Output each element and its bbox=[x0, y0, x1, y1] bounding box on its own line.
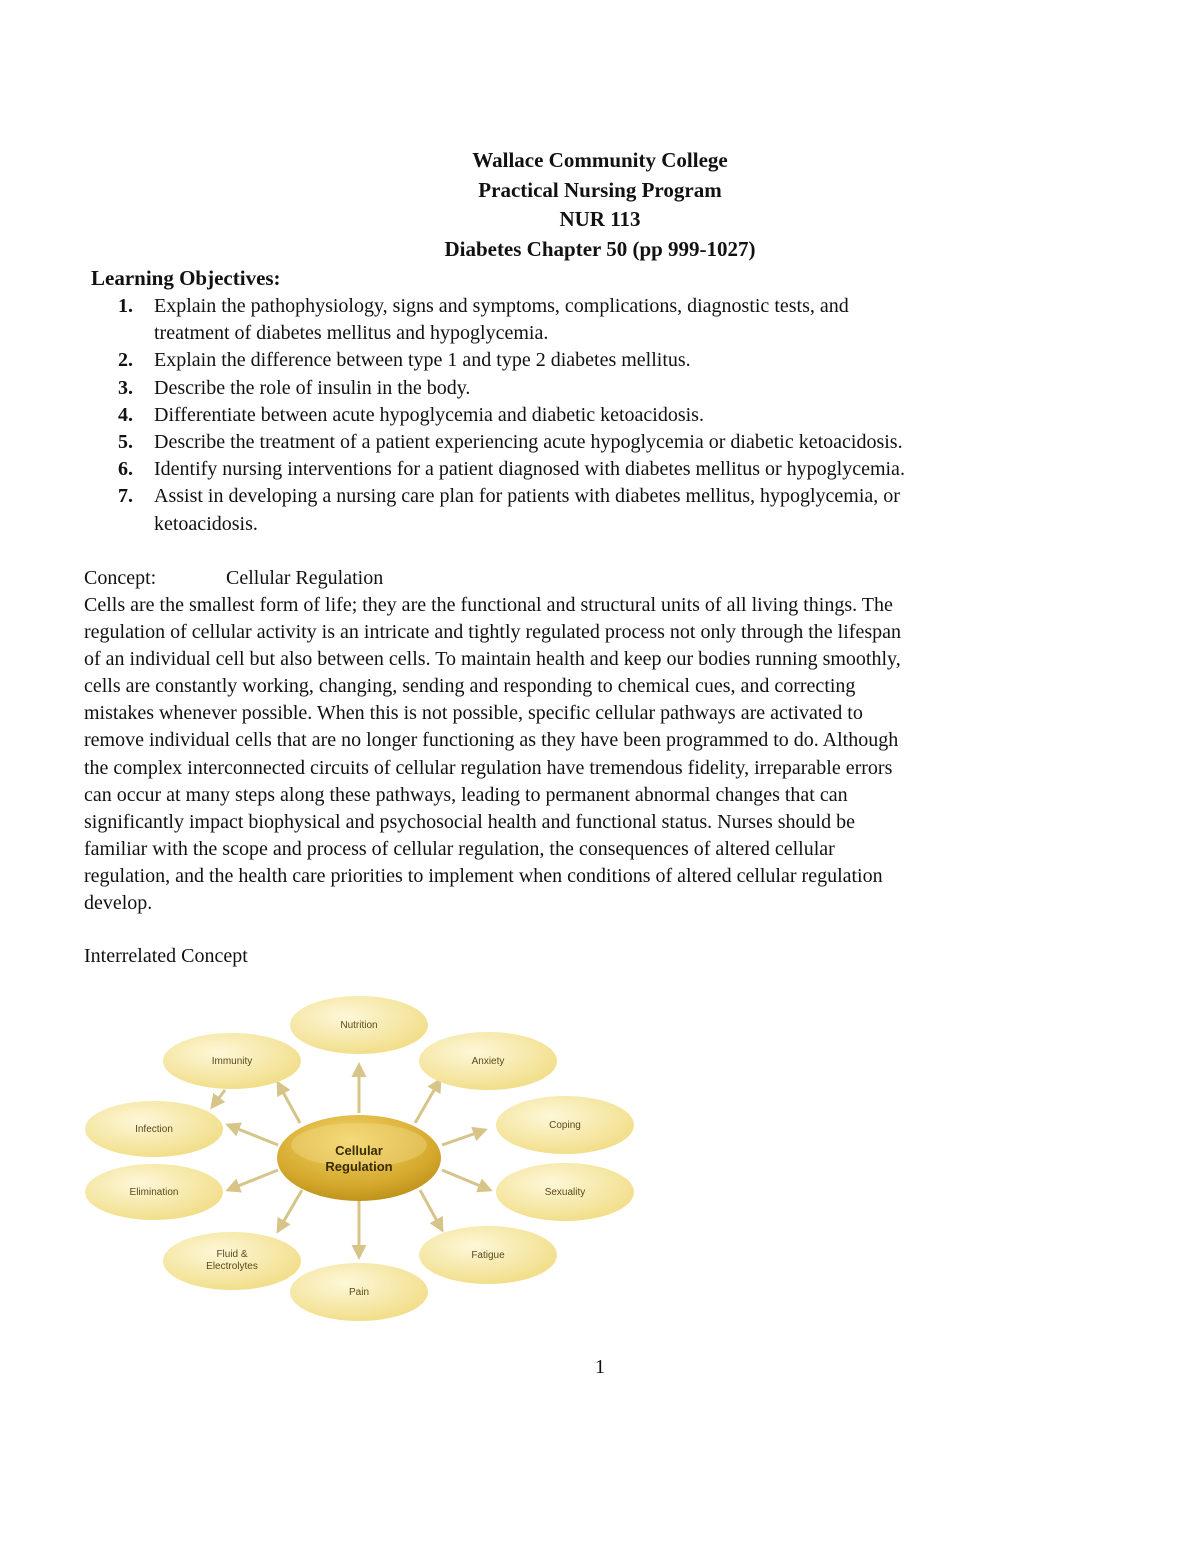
arrow-coping bbox=[442, 1130, 485, 1145]
objective-text-line: Explain the pathophysiology, signs and symptoms, complications, diagnostic tests, and bbox=[154, 295, 849, 317]
arrow-sexuality bbox=[442, 1170, 490, 1190]
node-anxiety bbox=[419, 1032, 557, 1090]
paragraph-line: can occur at many steps along these pathways, leading to permanent abnormal changes that can bbox=[84, 783, 848, 806]
objective-text-line: Assist in developing a nursing care plan for patients with diabetes mellitus, hypoglycemia, or bbox=[154, 485, 900, 508]
node-label: Fatigue bbox=[471, 1250, 505, 1261]
objective-number: 6. bbox=[118, 458, 133, 481]
page-number: 1 bbox=[595, 1356, 605, 1378]
node-label: Anxiety bbox=[471, 1056, 505, 1067]
node-cellular-regulation-center bbox=[277, 1115, 441, 1201]
node-sexuality bbox=[496, 1163, 634, 1221]
objective-item bbox=[84, 347, 1064, 374]
paragraph-line: significantly impact biophysical and psychosocial health and functional status. Nurses should be bbox=[84, 810, 855, 833]
node-label: Infection bbox=[135, 1124, 173, 1135]
arrow-elimination bbox=[228, 1170, 278, 1190]
objective-item bbox=[84, 456, 1064, 483]
paragraph-line: Cells are the smallest form of life; they are the functional and structural units of all living things. The bbox=[84, 594, 893, 616]
arrow-immunity-small bbox=[212, 1090, 225, 1107]
objective-item bbox=[84, 483, 1064, 537]
node-label: Pain bbox=[348, 1287, 370, 1298]
document-header bbox=[0, 146, 1200, 264]
program-name: Practical Nursing Program bbox=[478, 177, 722, 202]
node-label: Nutrition bbox=[340, 1020, 378, 1031]
node-label-line2: Electrolytes bbox=[206, 1261, 258, 1272]
objective-number: 5. bbox=[118, 431, 133, 454]
center-label-line1: Cellular bbox=[335, 1143, 383, 1158]
paragraph-line: the complex interconnected circuits of cellular regulation have tremendous fidelity, irreparable errors bbox=[84, 756, 893, 779]
objective-number: 7. bbox=[118, 485, 133, 508]
paragraph-line: regulation, and the health care priorities to implement when conditions of altered cellular regulation bbox=[84, 864, 883, 887]
node-fluid-electrolytes bbox=[163, 1232, 301, 1290]
interrelated-concept-diagram bbox=[80, 995, 640, 1330]
objective-text-line: ketoacidosis. bbox=[154, 512, 258, 535]
objective-number: 1. bbox=[118, 295, 133, 317]
objective-item bbox=[84, 429, 1064, 456]
objective-text-line: Identify nursing interventions for a patient diagnosed with diabetes mellitus or hypoglycemia. bbox=[154, 458, 905, 481]
node-nutrition bbox=[290, 996, 428, 1054]
concept-paragraph bbox=[84, 592, 1064, 917]
node-infection bbox=[85, 1101, 223, 1157]
node-immunity bbox=[163, 1033, 301, 1089]
arrow-anxiety bbox=[415, 1080, 440, 1123]
objective-item bbox=[84, 293, 1064, 347]
node-pain bbox=[290, 1263, 428, 1321]
college-name: Wallace Community College bbox=[472, 148, 728, 172]
node-coping bbox=[496, 1096, 634, 1154]
interrelated-concept-heading: Interrelated Concept bbox=[84, 945, 248, 967]
paragraph-line: remove individual cells that are no longer functioning as they have been programmed to do. Although bbox=[84, 729, 899, 752]
paragraph-line: mistakes whenever possible. When this is not possible, specific cellular pathways are activated to bbox=[84, 702, 863, 725]
arrow-infection bbox=[228, 1125, 278, 1145]
arrow-fluid bbox=[278, 1190, 302, 1231]
concept-value: Cellular Regulation bbox=[226, 567, 384, 589]
chapter-title: Diabetes Chapter 50 (pp 999-1027) bbox=[444, 236, 756, 261]
objective-number: 4. bbox=[118, 403, 133, 426]
center-label-line2: Regulation bbox=[325, 1159, 393, 1174]
course-code: NUR 113 bbox=[559, 207, 641, 231]
learning-objectives-list bbox=[84, 293, 1064, 538]
node-label: Sexuality bbox=[544, 1187, 586, 1198]
concept-line bbox=[84, 565, 383, 592]
objective-item bbox=[84, 402, 1064, 429]
objective-text-line: treatment of diabetes mellitus and hypoglycemia. bbox=[154, 322, 549, 345]
node-label: Coping bbox=[549, 1120, 581, 1131]
objective-text-line: Describe the role of insulin in the body. bbox=[154, 376, 471, 399]
paragraph-line: familiar with the scope and process of cellular regulation, the consequences of altered cellular bbox=[84, 837, 835, 860]
objective-text-line: Describe the treatment of a patient experiencing acute hypoglycemia or diabetic ketoacidosis. bbox=[154, 431, 903, 454]
paragraph-line: develop. bbox=[84, 892, 153, 915]
arrow-fatigue bbox=[420, 1190, 442, 1230]
paragraph-line: regulation of cellular activity is an intricate and tightly regulated process not only through the lifespan bbox=[84, 621, 901, 644]
objective-text-line: Differentiate between acute hypoglycemia and diabetic ketoacidosis. bbox=[154, 403, 704, 426]
paragraph-line: cells are constantly working, changing, sending and responding to chemical cues, and correcting bbox=[84, 675, 856, 698]
objective-text-line: Explain the difference between type 1 and type 2 diabetes mellitus. bbox=[154, 349, 691, 372]
objective-item bbox=[84, 375, 1064, 402]
objective-number: 2. bbox=[118, 349, 133, 372]
node-fatigue bbox=[419, 1226, 557, 1284]
node-label: Elimination bbox=[129, 1187, 179, 1198]
objective-number: 3. bbox=[118, 376, 133, 399]
arrow-immunity bbox=[278, 1083, 300, 1123]
paragraph-line: of an individual cell but also between cells. To maintain health and keep our bodies running smoothly, bbox=[84, 648, 901, 671]
node-label: Immunity bbox=[211, 1056, 253, 1067]
node-elimination bbox=[85, 1164, 223, 1220]
concept-label: Concept: bbox=[84, 567, 157, 589]
node-label-line1: Fluid & bbox=[216, 1249, 248, 1260]
learning-objectives-heading: Learning Objectives: bbox=[91, 266, 281, 290]
